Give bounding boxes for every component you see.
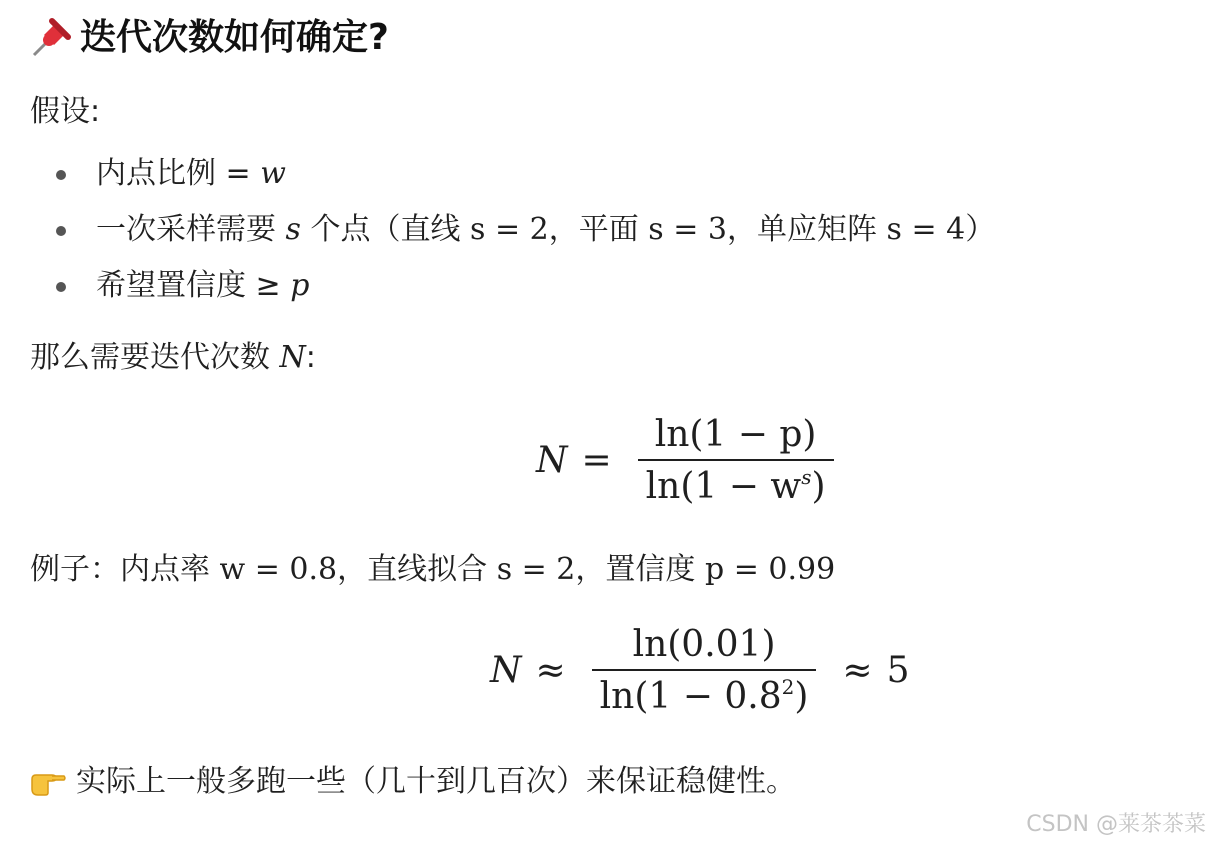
watermark: CSDN @莱茶茶菜 bbox=[1026, 812, 1206, 837]
practical-note bbox=[30, 760, 796, 804]
formula-operator: ≈ bbox=[842, 650, 873, 691]
assume-label: 假设: bbox=[30, 94, 101, 129]
formula-lhs: N bbox=[536, 440, 568, 481]
formula-result: 5 bbox=[886, 650, 910, 691]
list-item-text: 一次采样需要 s 个点（直线 s = 2，平面 s = 3，单应矩阵 s = 4） bbox=[96, 212, 996, 247]
bullet-dot bbox=[56, 282, 66, 292]
pointing-hand-icon bbox=[30, 767, 66, 797]
formula-numerator: ln(0.01) bbox=[632, 624, 776, 665]
formula-denominator: $\ln(1 - 0.8^2)$ bbox=[599, 675, 809, 717]
bullet-dot bbox=[56, 170, 66, 180]
iteration-formula bbox=[536, 414, 846, 507]
formula-fraction bbox=[638, 414, 834, 507]
formula-numerator: ln(1 − p) bbox=[654, 414, 817, 455]
note-text: 实际上一般多跑一些（几十到几百次）来保证稳健性。 bbox=[76, 764, 796, 799]
formula-lhs: N bbox=[490, 650, 522, 691]
bullet-dot bbox=[56, 226, 66, 236]
page-title bbox=[30, 14, 389, 62]
formula-denominator: $\ln(1 - w^s)$ bbox=[645, 465, 826, 507]
list-item-text: 希望置信度 ≥ p bbox=[96, 268, 310, 303]
example-formula bbox=[490, 624, 909, 717]
list-item-text: 内点比例 = w bbox=[96, 156, 286, 191]
pushpin-icon bbox=[30, 17, 72, 59]
example-text: 例子：内点率 w = 0.8，直线拟合 s = 2，置信度 p = 0.99 bbox=[30, 552, 836, 587]
heading-text: 迭代次数如何确定? bbox=[80, 17, 389, 58]
formula-operator: ≈ bbox=[535, 650, 566, 691]
formula-fraction bbox=[592, 624, 817, 717]
then-label: 那么需要迭代次数 N: bbox=[30, 340, 316, 375]
formula-operator: = bbox=[581, 440, 612, 481]
